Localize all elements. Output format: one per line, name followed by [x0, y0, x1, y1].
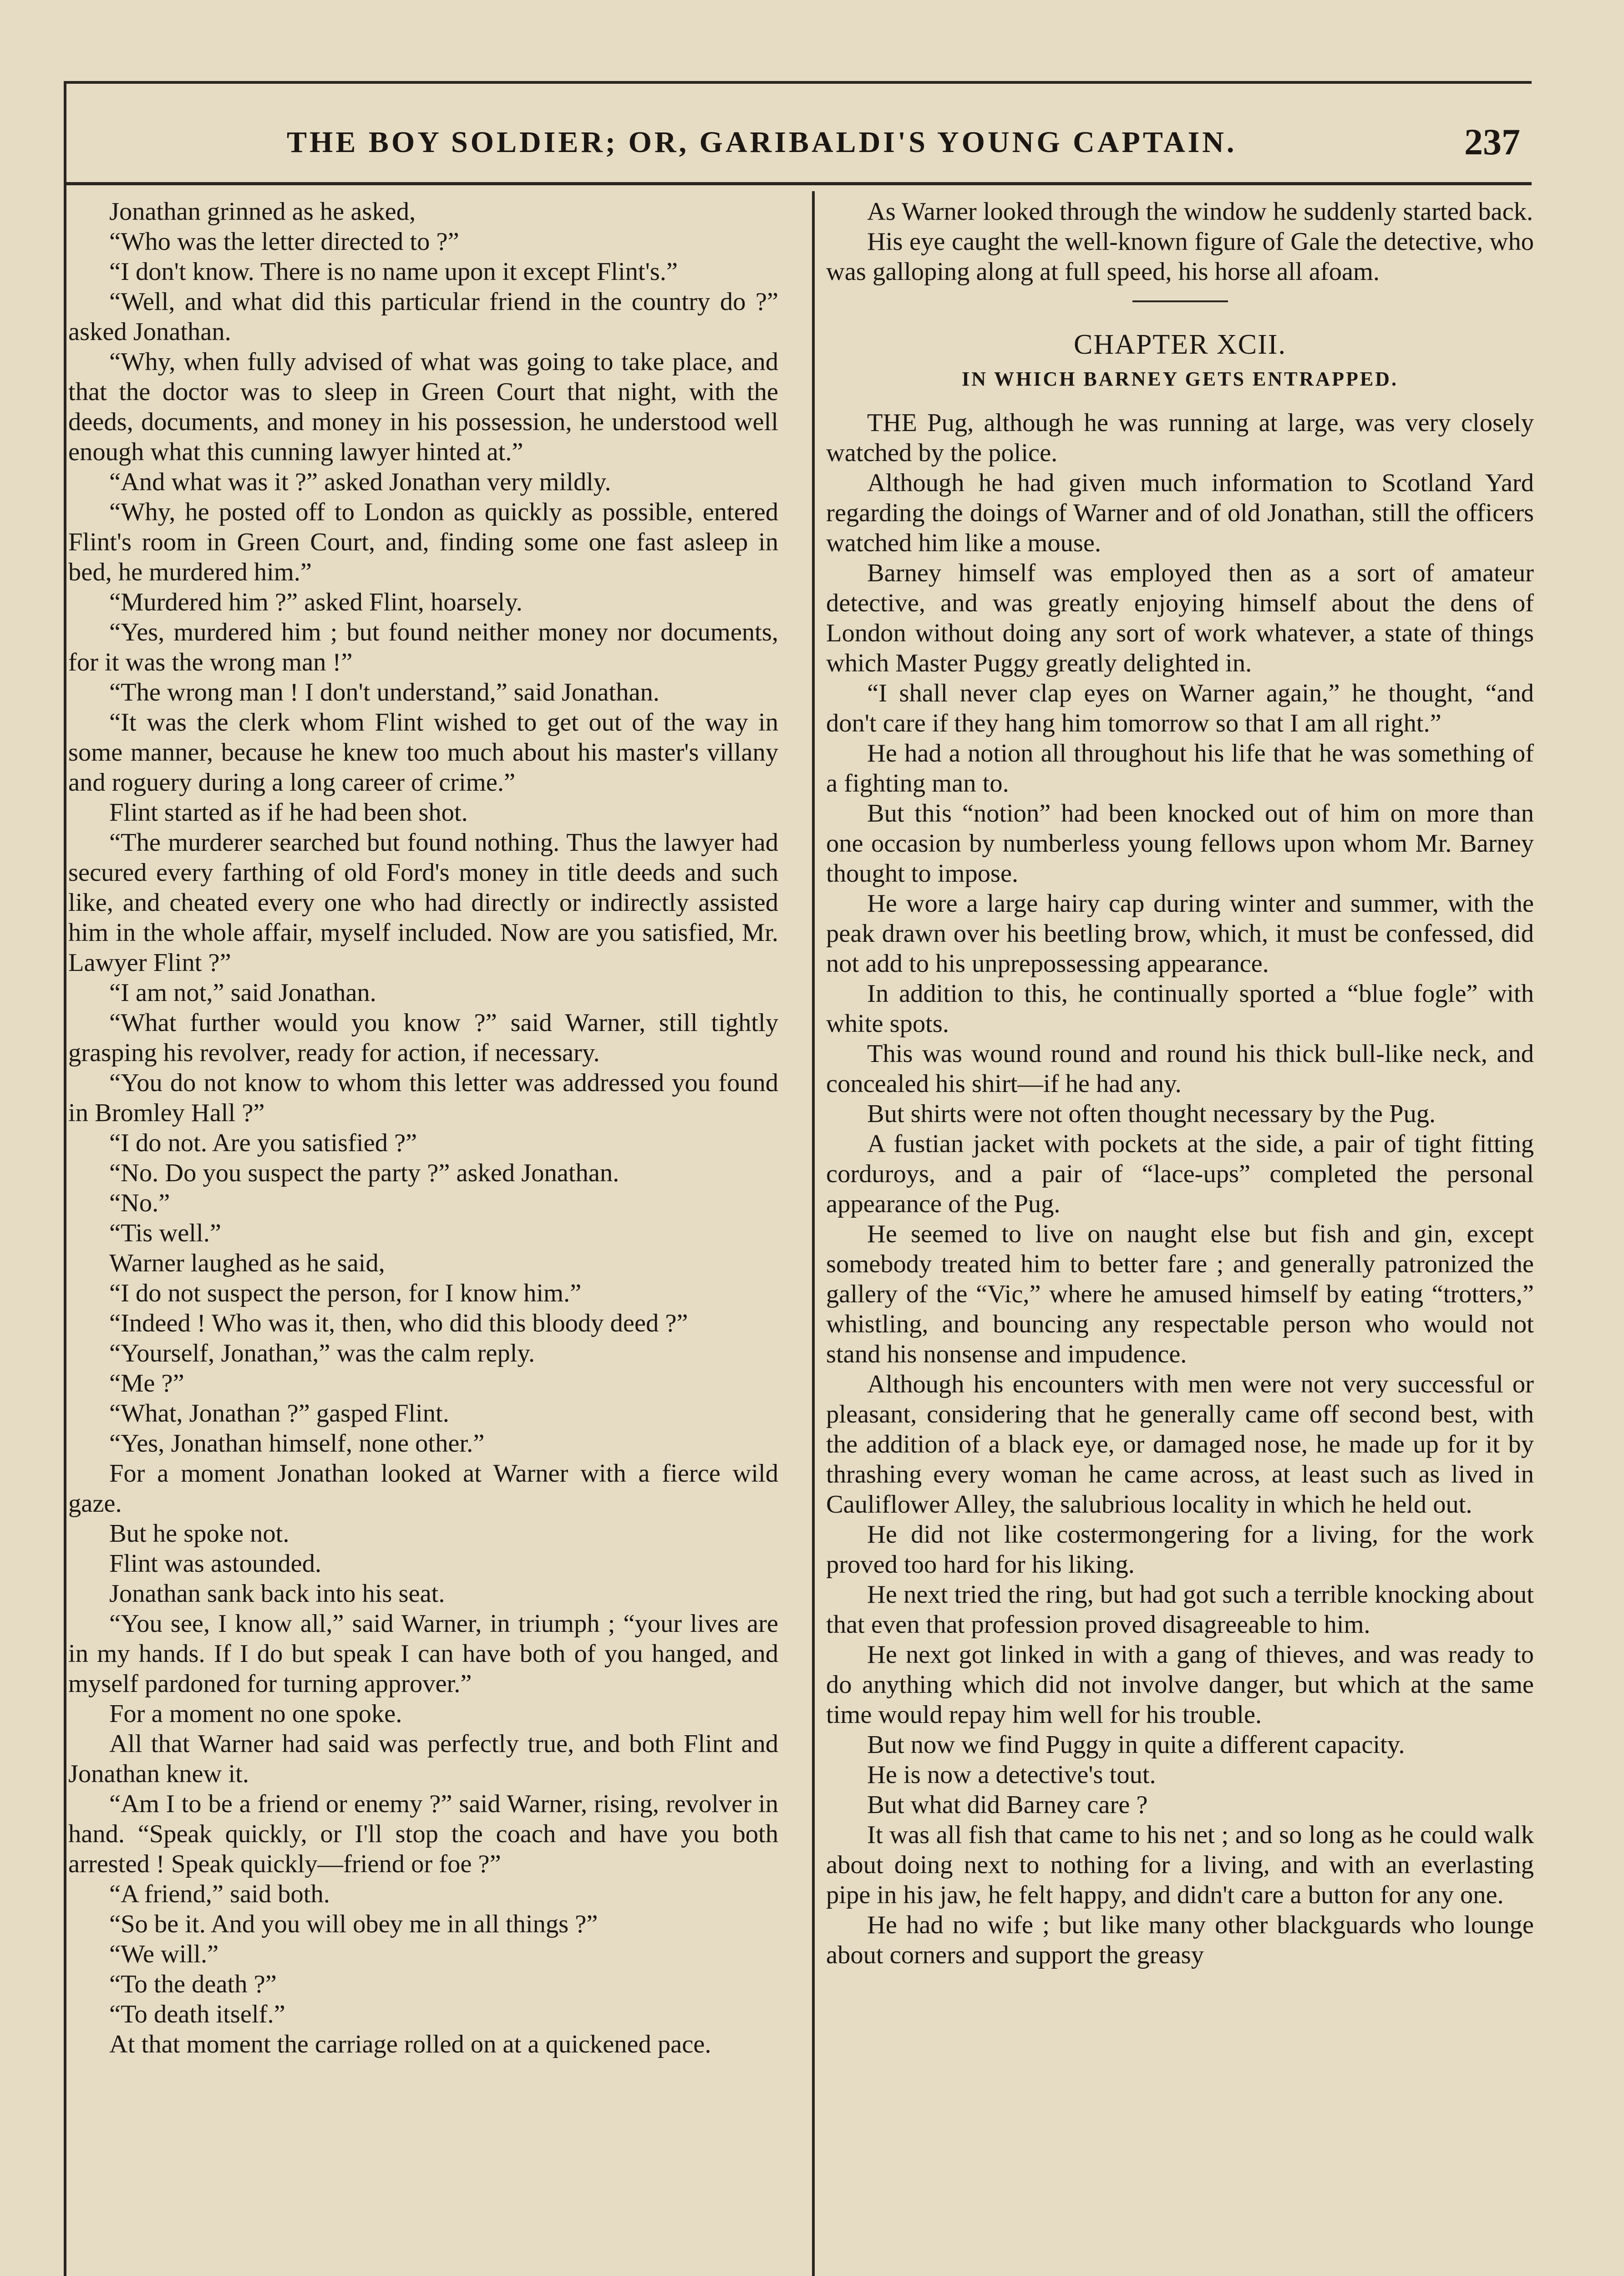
paragraph: But he spoke not. — [109, 1519, 289, 1548]
paragraph: “So be it. And you will obey me in all things ?” — [109, 1910, 598, 1938]
paragraph: “Yes, murdered him ; but found neither money nor documents, for it was the wrong man !” — [68, 618, 778, 676]
paragraph: “And what was it ?” asked Jonathan very mildly. — [109, 468, 611, 496]
chapter-body — [826, 408, 1534, 1970]
paragraph: “Yes, Jonathan himself, none other.” — [109, 1429, 485, 1458]
paragraph: As Warner looked through the window he suddenly started back. — [867, 198, 1533, 226]
paragraph: He wore a large hairy cap during winter and summer, with the peak drawn over his beetling brow, which, it must be confessed, did not add to his unprepossessing appearance. — [826, 889, 1534, 978]
paragraph: “The murderer searched but found nothing. Thus the lawyer had secured every farthing of old Ford's money in title deeds and such like, and cheated every one who had directly or indirectly assisted him in the whole affair, myself included. Now are you satisfied, Mr. Lawyer Flint ?” — [68, 828, 778, 977]
paragraph: It was all fish that came to his net ; and so long as he could walk about doing next to nothing for a living, and with an everlasting pipe in his jaw, he felt happy, and didn't care a button for any one. — [826, 1821, 1534, 1909]
paragraph: Jonathan sank back into his seat. — [109, 1580, 445, 1608]
paragraph: Although he had given much information to Scotland Yard regarding the doings of Warner and of old Jonathan, still the officers watched him like a mouse. — [826, 469, 1534, 557]
paragraph: Flint started as if he had been shot. — [109, 798, 468, 827]
paragraph: “I am not,” said Jonathan. — [109, 979, 376, 1007]
paragraph: “I do not suspect the person, for I know him.” — [109, 1279, 582, 1307]
paragraph: “I do not. Are you satisfied ?” — [109, 1129, 417, 1157]
header-rule — [64, 182, 1532, 185]
paragraph: “Indeed ! Who was it, then, who did this bloody deed ?” — [109, 1309, 688, 1337]
paragraph: He had no wife ; but like many other blackguards who lounge about corners and support the greasy — [826, 1911, 1534, 1969]
paragraph: “Tis well.” — [109, 1219, 221, 1247]
paragraph: “The wrong man ! I don't understand,” said Jonathan. — [109, 678, 660, 706]
paragraph: He did not like costermongering for a living, for the work proved too hard for his liking. — [826, 1520, 1534, 1579]
paragraph: “Am I to be a friend or enemy ?” said Warner, rising, revolver in hand. “Speak quickly, or I'll stop the coach and have you both arrested ! Speak quickly—friend or foe ?” — [68, 1790, 778, 1878]
paragraph: A fustian jacket with pockets at the side, a pair of tight fitting corduroys, and a pair of “lace-ups” completed the personal appearance of the Pug. — [826, 1130, 1534, 1218]
paragraph: “I don't know. There is no name upon it except Flint's.” — [109, 258, 678, 286]
paragraph: “Murdered him ?” asked Flint, hoarsely. — [109, 588, 523, 616]
chapter-subtitle: IN WHICH BARNEY GETS ENTRAPPED. — [962, 368, 1398, 390]
paragraph: “We will.” — [109, 1940, 219, 1968]
paragraph: THE Pug, although he was running at large, was very closely watched by the police. — [826, 409, 1534, 467]
right-column — [826, 197, 1534, 1970]
paragraph: But what did Barney care ? — [867, 1791, 1148, 1819]
paragraph: “A friend,” said both. — [109, 1880, 330, 1908]
paragraph: In addition to this, he continually sported a “blue fogle” with white spots. — [826, 980, 1534, 1038]
paragraph: He next got linked in with a gang of thieves, and was ready to do anything which did not involve danger, but which at the same time would repay him well for his trouble. — [826, 1641, 1534, 1729]
paragraph: “What, Jonathan ?” gasped Flint. — [109, 1399, 449, 1428]
paragraph: He had a notion all throughout his life that he was something of a fighting man to. — [826, 739, 1534, 798]
paragraph: “Me ?” — [109, 1369, 184, 1397]
paragraph: “Why, when fully advised of what was going to take place, and that the doctor was to sleep in Green Court that night, with the deeds, documents, and money in his possession, he understood well enough what this cunning lawyer hinted at.” — [68, 348, 778, 466]
page-number: 237 — [1464, 121, 1520, 163]
paragraph: Jonathan grinned as he asked, — [109, 198, 416, 226]
paragraph: But this “notion” had been knocked out of him on more than one occasion by numberless young fellows upon whom Mr. Barney thought to impose. — [826, 799, 1534, 888]
paragraph: Although his encounters with men were not very successful or pleasant, considering that he generally came off second best, with the addition of a black eye, or damaged nose, he made up for it by thrashing every woman he came across, at least such as lived in Cauliflower Alley, the salubrious locality in which he held out. — [826, 1370, 1534, 1519]
paragraph: “Who was the letter directed to ?” — [109, 228, 459, 256]
paragraph: He is now a detective's tout. — [867, 1761, 1156, 1789]
paragraph: But shirts were not often thought necessary by the Pug. — [867, 1100, 1436, 1128]
paragraph: All that Warner had said was perfectly true, and both Flint and Jonathan knew it. — [68, 1730, 778, 1788]
paragraph: “What further would you know ?” said Warner, still tightly grasping his revolver, ready for action, if necessary. — [68, 1009, 778, 1067]
paragraph: At that moment the carriage rolled on at a quickened pace. — [109, 2030, 711, 2058]
paragraph: “Well, and what did this particular friend in the country do ?” asked Jonathan. — [68, 288, 778, 346]
paragraph: He seemed to live on naught else but fish and gin, except somebody treated him to better fare ; and generally patronized the gallery of the “Vic,” where he amused himself by eating “trotters,” whistling, and bouncing any respectable person who would not stand his nonsense and impudence. — [826, 1220, 1534, 1368]
column-divider — [812, 191, 815, 2276]
paragraph: His eye caught the well-known figure of Gale the detective, who was galloping along at full speed, his horse all afoam. — [826, 228, 1534, 286]
paragraph: “It was the clerk whom Flint wished to get out of the way in some manner, because he knew too much about his master's villany and roguery during a long career of crime.” — [68, 708, 778, 797]
paragraph: “No.” — [109, 1189, 170, 1217]
right-column-intro — [826, 197, 1534, 287]
paragraph: “You do not know to whom this letter was addressed you found in Bromley Hall ?” — [68, 1069, 778, 1127]
paragraph: Flint was astounded. — [109, 1550, 322, 1578]
paragraph: Warner laughed as he said, — [109, 1249, 385, 1277]
paragraph: He next tried the ring, but had got such a terrible knocking about that even that profession proved disagreeable to him. — [826, 1580, 1534, 1639]
paragraph: “No. Do you suspect the party ?” asked Jonathan. — [109, 1159, 619, 1187]
paragraph: This was wound round and round his thick bull-like neck, and concealed his shirt—if he had any. — [826, 1040, 1534, 1098]
paragraph: For a moment no one spoke. — [109, 1700, 402, 1728]
paragraph: “I shall never clap eyes on Warner again,” he thought, “and don't care if they hang him tomorrow so that I am all right.” — [826, 679, 1534, 737]
paragraph: “To the death ?” — [109, 1970, 277, 1998]
paragraph: “To death itself.” — [109, 2000, 285, 2028]
paragraph: “Yourself, Jonathan,” was the calm reply. — [109, 1339, 535, 1367]
paragraph: “You see, I know all,” said Warner, in triumph ; “your lives are in my hands. If I do but speak I can have both of you hanged, and myself pardoned for turning approver.” — [68, 1610, 778, 1698]
chapter-title: CHAPTER XCII. — [1074, 329, 1286, 360]
paragraph: For a moment Jonathan looked at Warner with a fierce wild gaze. — [68, 1459, 778, 1518]
running-title: THE BOY SOLDIER; OR, GARIBALDI'S YOUNG CAPTAIN. — [287, 126, 1237, 159]
paragraph: Barney himself was employed then as a sort of amateur detective, and was greatly enjoying himself about the dens of London without doing any sort of work whatever, a state of things which Master Puggy greatly delighted in. — [826, 559, 1534, 677]
paragraph: “Why, he posted off to London as quickly as possible, entered Flint's room in Green Court, and, finding some one fast asleep in bed, he murdered him.” — [68, 498, 778, 586]
left-column — [68, 197, 778, 2059]
paragraph: But now we find Puggy in quite a different capacity. — [867, 1731, 1405, 1759]
section-divider — [1132, 300, 1228, 302]
running-header — [82, 116, 1529, 171]
